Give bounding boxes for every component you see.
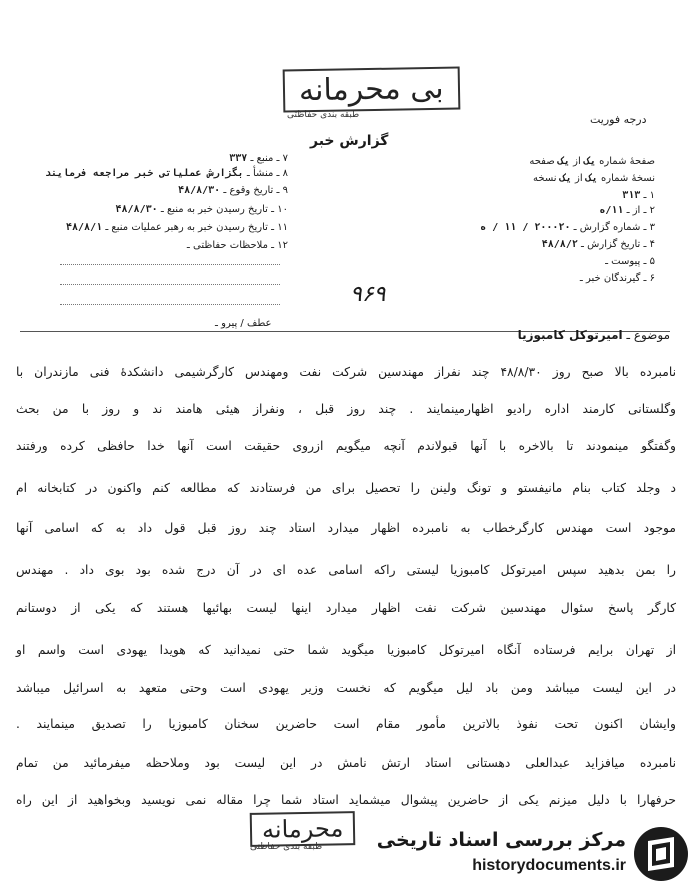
- report-title: گزارش خبر: [310, 133, 389, 149]
- occurrence-date-field: ۹ ـ تاریخ وقوع ـ ۴۸/۸/۳۰: [178, 185, 288, 196]
- origin-field: ۸ ـ منشأ ـ بگزارش عملیاتی خبر مراجعه فرمایند: [45, 168, 288, 179]
- divider: [60, 284, 280, 285]
- handwritten-signature: ۹۶۹: [350, 282, 386, 307]
- body-line: حرفهارا با دلیل میزنم یکی از حاضرین پیشوال میشماید استاد شما چرا مقاله نمی نویسید وبخواهید از این راه: [16, 793, 676, 807]
- divider: [60, 304, 280, 305]
- reference-label: عطف / پیرو ـ: [215, 318, 272, 329]
- classification-stamp-subtitle: طبقه بندی حفاظتی: [287, 110, 360, 120]
- body-line: د وجلد کتاب بنام مانیفستو و تونگ ولینن را تحصیل برای من فرستادند که مطالعه کنم واکنون در کتابخانه ام: [16, 481, 676, 495]
- page-number-field: صفحهٔ شماره یک از یک صفحه: [529, 156, 655, 167]
- report-date-field: ۴ ـ تاریخ گزارش ـ ۴۸/۸/۲: [541, 239, 655, 250]
- body-line: وگلستانی کارمند اداره رادیو اظهارمینمایند . چند روز قبل ، ونفراز هیئی هامند ند و روز با من بحث: [16, 402, 676, 416]
- body-line: از تهران برایم فرستاده آنگاه امیرتوکل کامبوزیا میگوید شما حتی نمیدانید که هویدا یهودی است واسم او: [16, 643, 676, 657]
- report-number-field: ۳ ـ شماره گزارش ـ ۲۰۰۰۲۰ / ۱۱ / ه: [480, 222, 655, 233]
- source-received-date-field: ۱۰ ـ تاریخ رسیدن خبر به منبع ـ ۴۸/۸/۳۰: [115, 204, 288, 215]
- body-line: را بمن بدهید سپس امیرتوکل کامبوزیا لیستی راکه اسامی عده ای در آن درج شده بود بوی داد . مهندس: [16, 563, 676, 577]
- watermark-persian-text: مرکز بررسی اسناد تاریخی: [376, 829, 626, 851]
- watermark-url: historydocuments.ir: [472, 857, 626, 874]
- body-line: وگفتگو مینمودند تا بالاخره با آنها قبولاندم آنچه میگویم ازروی حقیقت است آنها خدا حافظی کرده ورفتند: [16, 439, 676, 453]
- source-field: ۷ ـ منبع ـ ۳۳۷: [229, 153, 288, 164]
- classification-stamp-subtitle: طبقه بندی حفاظتی: [250, 842, 323, 852]
- security-notes-field: ۱۲ ـ ملاحظات حفاظتی ـ: [186, 240, 288, 251]
- body-line: نامبرده بالا صبح روز ۴۸/۸/۳۰ چند نفراز مهندسین شرکت نفت ومهندس کارگرشیمی دانشکدهٔ فنی مازندران با: [16, 365, 676, 379]
- recipients-field: ۶ ـ گیرندگان خبر ـ: [579, 273, 655, 284]
- body-line: نامبرده میافزاید عبدالعلی دهستانی استاد ارتش نامش در این لیست بود وملاحظه میفرمائید من تمام: [16, 756, 676, 770]
- urgency-label: درجه فوریت: [590, 113, 647, 126]
- classification-stamp-top: [283, 66, 460, 112]
- subject-value: امیرتوکل کامبوزیا: [517, 328, 623, 342]
- body-line: موجود است مهندس کارگرخطاب به نامبرده اظهار میدارد استاد چند روز قبل قول داد به که اسامی آنها: [16, 521, 676, 535]
- subject-line: [518, 328, 670, 342]
- leader-received-date-field: ۱۱ ـ تاریخ رسیدن خبر به رهبر عملیات منبع ـ ۴۸/۸/۱: [66, 222, 288, 233]
- copy-number-field: نسخهٔ شماره یک از یک نسخه: [533, 173, 655, 184]
- body-line: کارگر پاسخ سئوال مهندسین شرکت نفت اظهار میدارد اینها لیست بهائیها هستند که یکی از دوستانم: [16, 601, 676, 615]
- archive-logo-icon: [634, 827, 688, 881]
- classification-stamp-text: بی محرمانه: [298, 70, 444, 109]
- subject-label: موضوع ـ: [626, 328, 670, 342]
- body-line: در این لیست میباشد ومن باد لیل میگویم که نخست وزیر یهودی است وحتی متعهد به اسرائیل میباشد: [16, 681, 676, 695]
- watermark-logo: [376, 823, 688, 885]
- field-2: ۲ ـ از ـ ۱۱/ه: [599, 205, 655, 216]
- classification-stamp-text: محرمانه: [261, 814, 344, 844]
- body-line: وایشان اکنون تحت نفوذ بالاترین مأمور مقام است حاضرین سخنان کامبوزیا را تصدیق مینمایند .: [16, 717, 676, 731]
- divider: [60, 264, 280, 265]
- field-1: ۱ ـ ۳۱۳: [622, 190, 655, 201]
- attachment-field: ۵ ـ پیوست ـ: [605, 256, 655, 267]
